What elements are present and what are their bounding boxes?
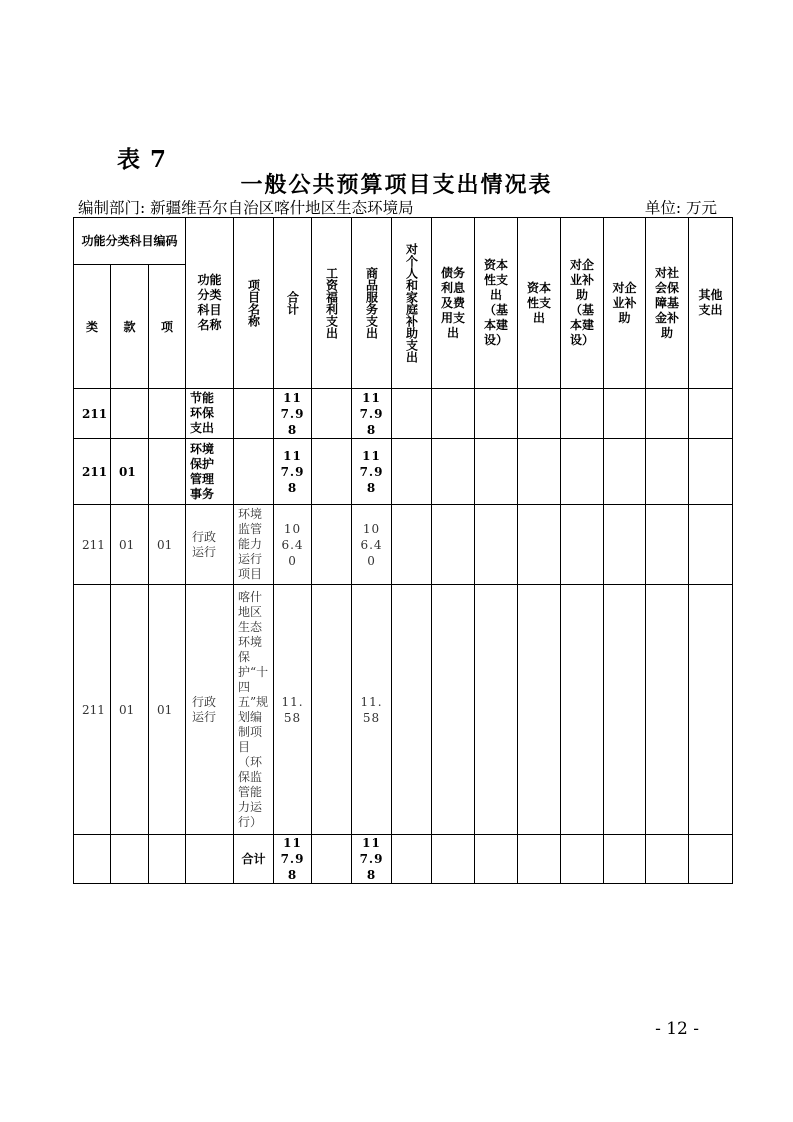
cell-total: 117.98 bbox=[274, 439, 312, 505]
unit-label: 单位: 万元 bbox=[644, 199, 717, 217]
cell-enterprise bbox=[604, 439, 646, 505]
cell-goods: 117.98 bbox=[352, 835, 392, 884]
header-xiang: 项 bbox=[149, 265, 186, 389]
table-row bbox=[74, 505, 733, 585]
total-label: 合计 bbox=[234, 835, 274, 884]
header-enterprise-basic: 对企业补助（基本建设） bbox=[561, 218, 604, 389]
cell-lei: 211 bbox=[74, 505, 111, 585]
cell-project: 喀什地区生态环境保护“十四五”规划编制项目（环保监管能力运行） bbox=[234, 585, 274, 835]
cell-lei: 211 bbox=[74, 439, 111, 505]
cell-social bbox=[646, 439, 689, 505]
cell-xiang bbox=[149, 389, 186, 439]
cell-social bbox=[646, 389, 689, 439]
expenditure-table bbox=[73, 217, 733, 884]
cell-other bbox=[689, 439, 733, 505]
cell-kuan: 01 bbox=[111, 505, 149, 585]
header-func-name: 功能分类科目名称 bbox=[186, 218, 234, 389]
cell-household bbox=[392, 439, 432, 505]
cell-func-name: 节能环保支出 bbox=[186, 389, 234, 439]
cell-capital bbox=[518, 835, 561, 884]
cell-enterprise bbox=[604, 835, 646, 884]
header-project-name: 项目名称 bbox=[234, 218, 274, 389]
cell-kuan bbox=[111, 389, 149, 439]
header-enterprise: 对企业补助 bbox=[604, 218, 646, 389]
cell-total: 117.98 bbox=[274, 389, 312, 439]
cell-capital-basic bbox=[475, 505, 518, 585]
cell-lei bbox=[74, 835, 111, 884]
cell-household bbox=[392, 389, 432, 439]
cell-enterprise-basic bbox=[561, 835, 604, 884]
cell-social bbox=[646, 505, 689, 585]
cell-enterprise-basic bbox=[561, 585, 604, 835]
cell-xiang: 01 bbox=[149, 505, 186, 585]
cell-goods: 117.98 bbox=[352, 389, 392, 439]
total-row bbox=[74, 835, 733, 884]
cell-debt bbox=[432, 835, 475, 884]
cell-func-name bbox=[186, 835, 234, 884]
cell-debt bbox=[432, 439, 475, 505]
cell-total: 11.58 bbox=[274, 585, 312, 835]
header-func-code: 功能分类科目编码 bbox=[74, 218, 186, 265]
cell-func-name: 行政运行 bbox=[186, 585, 234, 835]
header-social: 对社会保障基金补助 bbox=[646, 218, 689, 389]
table-number: 表 7 bbox=[117, 146, 168, 173]
cell-capital-basic bbox=[475, 835, 518, 884]
cell-enterprise bbox=[604, 585, 646, 835]
cell-func-name: 行政运行 bbox=[186, 505, 234, 585]
cell-household bbox=[392, 585, 432, 835]
cell-xiang bbox=[149, 439, 186, 505]
cell-lei: 211 bbox=[74, 389, 111, 439]
header-wages: 工资福利支出 bbox=[312, 218, 352, 389]
cell-wages bbox=[312, 585, 352, 835]
cell-wages bbox=[312, 505, 352, 585]
header-household: 对个人和家庭补助支出 bbox=[392, 218, 432, 389]
cell-enterprise-basic bbox=[561, 505, 604, 585]
cell-project: 环境监管能力运行项目 bbox=[234, 505, 274, 585]
department-label: 编制部门: 新疆维吾尔自治区喀什地区生态环境局 bbox=[78, 199, 414, 217]
cell-xiang: 01 bbox=[149, 585, 186, 835]
cell-capital-basic bbox=[475, 585, 518, 835]
cell-other bbox=[689, 835, 733, 884]
cell-goods: 106.40 bbox=[352, 505, 392, 585]
table-row bbox=[74, 389, 733, 439]
cell-household bbox=[392, 505, 432, 585]
cell-capital bbox=[518, 585, 561, 835]
cell-project bbox=[234, 439, 274, 505]
cell-social bbox=[646, 585, 689, 835]
header-capital: 资本性支出 bbox=[518, 218, 561, 389]
header-capital-basic: 资本性支出（基本建设） bbox=[475, 218, 518, 389]
cell-debt bbox=[432, 389, 475, 439]
cell-capital bbox=[518, 505, 561, 585]
header-other: 其他支出 bbox=[689, 218, 733, 389]
cell-wages bbox=[312, 389, 352, 439]
cell-kuan bbox=[111, 835, 149, 884]
cell-debt bbox=[432, 505, 475, 585]
cell-func-name: 环境保护管理事务 bbox=[186, 439, 234, 505]
header-total: 合计 bbox=[274, 218, 312, 389]
cell-lei: 211 bbox=[74, 585, 111, 835]
cell-goods: 11.58 bbox=[352, 585, 392, 835]
cell-other bbox=[689, 585, 733, 835]
cell-xiang bbox=[149, 835, 186, 884]
cell-debt bbox=[432, 585, 475, 835]
header-kuan: 款 bbox=[111, 265, 149, 389]
cell-enterprise-basic bbox=[561, 439, 604, 505]
table-row bbox=[74, 585, 733, 835]
cell-wages bbox=[312, 439, 352, 505]
cell-kuan: 01 bbox=[111, 585, 149, 835]
page-title: 一般公共预算项目支出情况表 bbox=[240, 172, 553, 198]
cell-household bbox=[392, 835, 432, 884]
cell-capital bbox=[518, 439, 561, 505]
header-debt: 债务利息及费用支出 bbox=[432, 218, 475, 389]
cell-other bbox=[689, 505, 733, 585]
cell-capital-basic bbox=[475, 439, 518, 505]
header-lei: 类 bbox=[74, 265, 111, 389]
cell-enterprise bbox=[604, 505, 646, 585]
table-row bbox=[74, 439, 733, 505]
cell-enterprise-basic bbox=[561, 389, 604, 439]
cell-enterprise bbox=[604, 389, 646, 439]
cell-capital bbox=[518, 389, 561, 439]
cell-capital-basic bbox=[475, 389, 518, 439]
cell-wages bbox=[312, 835, 352, 884]
header-goods: 商品服务支出 bbox=[352, 218, 392, 389]
page-number: - 12 - bbox=[655, 1019, 699, 1039]
cell-project bbox=[234, 389, 274, 439]
cell-total: 106.40 bbox=[274, 505, 312, 585]
cell-social bbox=[646, 835, 689, 884]
cell-kuan: 01 bbox=[111, 439, 149, 505]
cell-other bbox=[689, 389, 733, 439]
cell-total: 117.98 bbox=[274, 835, 312, 884]
cell-goods: 117.98 bbox=[352, 439, 392, 505]
